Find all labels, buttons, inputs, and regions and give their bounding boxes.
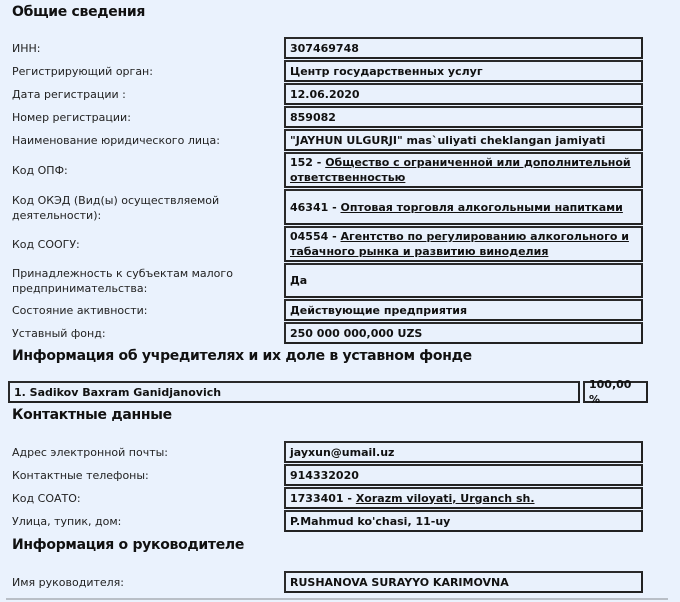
activity-value xyxy=(284,299,643,321)
soato-sep: - xyxy=(343,491,356,505)
capital-text: 250 000 000,000 UZS xyxy=(290,326,423,340)
reg-number-label: Номер регистрации: xyxy=(12,111,131,124)
section-title-founders: Информация об учредителях и их доле в уставном фонде xyxy=(12,348,472,364)
opf-link[interactable]: Общество с ограниченной или дополнительной ответственностью xyxy=(290,156,631,184)
section-title-general: Общие сведения xyxy=(12,4,146,20)
soogu-label: Код СООГУ: xyxy=(12,238,80,251)
oked-label: Код ОКЭД (Вид(ы) осуществляемой деятельности): xyxy=(12,194,220,222)
activity-label: Состояние активности: xyxy=(12,304,148,317)
founder-name xyxy=(8,381,580,403)
opf-label: Код ОПФ: xyxy=(12,164,68,177)
activity-text: Действующие предприятия xyxy=(290,303,468,317)
founder-share xyxy=(583,378,648,406)
email-text: jayxun@umail.uz xyxy=(290,445,395,459)
reg-number-value xyxy=(284,106,643,128)
reg-body-label: Регистрирующий орган: xyxy=(12,65,153,78)
reg-date-text: 12.06.2020 xyxy=(290,87,360,101)
divider xyxy=(6,598,668,600)
phones-value xyxy=(284,464,643,486)
street-label: Улица, тупик, дом: xyxy=(12,515,122,528)
capital-label: Уставный фонд: xyxy=(12,327,106,340)
email-value xyxy=(284,441,643,463)
soato-code: 1733401 xyxy=(290,491,344,505)
opf-sep: - xyxy=(312,156,326,169)
soato-link[interactable]: Xorazm viloyati, Urganch sh. xyxy=(355,491,535,505)
legal-name-value xyxy=(284,129,643,151)
inn-text: 307469748 xyxy=(290,41,359,55)
soogu-sep: - xyxy=(328,230,341,243)
soogu-code: 04554 xyxy=(290,230,329,243)
section-title-manager: Информация о руководителе xyxy=(12,537,245,553)
soogu-value xyxy=(284,226,643,262)
inn-label: ИНН: xyxy=(12,42,41,55)
oked-code: 46341 xyxy=(290,200,329,214)
small-business-value xyxy=(284,263,643,298)
oked-link[interactable]: Оптовая торговля алкогольными напитками xyxy=(340,200,623,214)
email-label: Адрес электронной почты: xyxy=(12,446,169,459)
manager-value xyxy=(284,571,643,593)
manager-label: Имя руководителя: xyxy=(12,576,125,589)
soato-label: Код СОАТО: xyxy=(12,492,81,505)
small-business-text: Да xyxy=(290,274,308,287)
opf-value xyxy=(284,152,643,188)
soato-value xyxy=(284,487,643,509)
founder-name-text: 1. Sadikov Baxram Ganidjanovich xyxy=(14,385,222,399)
reg-number-text: 859082 xyxy=(290,110,336,124)
street-text: P.Mahmud ko'chasi, 11-uy xyxy=(290,514,451,528)
reg-body-text: Центр государственных услуг xyxy=(290,64,483,78)
capital-value xyxy=(284,322,643,344)
oked-value xyxy=(284,189,643,225)
small-business-label: Принадлежность к субъектам малого предпринимательства: xyxy=(12,267,233,295)
oked-sep: - xyxy=(328,200,341,214)
phones-label: Контактные телефоны: xyxy=(12,469,149,482)
reg-date-label: Дата регистрации : xyxy=(12,88,126,101)
inn-value xyxy=(284,37,643,59)
manager-text: RUSHANOVA SURAYYO KARIMOVNA xyxy=(290,575,509,589)
legal-name-label: Наименование юридического лица: xyxy=(12,134,220,147)
phones-text: 914332020 xyxy=(290,468,359,482)
soogu-link[interactable]: Агентство по регулированию алкогольного и табачного рынка и развитию виноделия xyxy=(290,230,629,258)
legal-name-text: "JAYHUN ULGURJI" mas`uliyati cheklangan jamiyati xyxy=(290,133,606,147)
opf-code: 152 xyxy=(290,156,313,169)
street-value xyxy=(284,510,643,532)
founder-share-text: 100,00 % xyxy=(589,378,632,406)
reg-date-value xyxy=(284,83,643,105)
reg-body-value xyxy=(284,60,643,82)
section-title-contacts: Контактные данные xyxy=(12,407,172,423)
